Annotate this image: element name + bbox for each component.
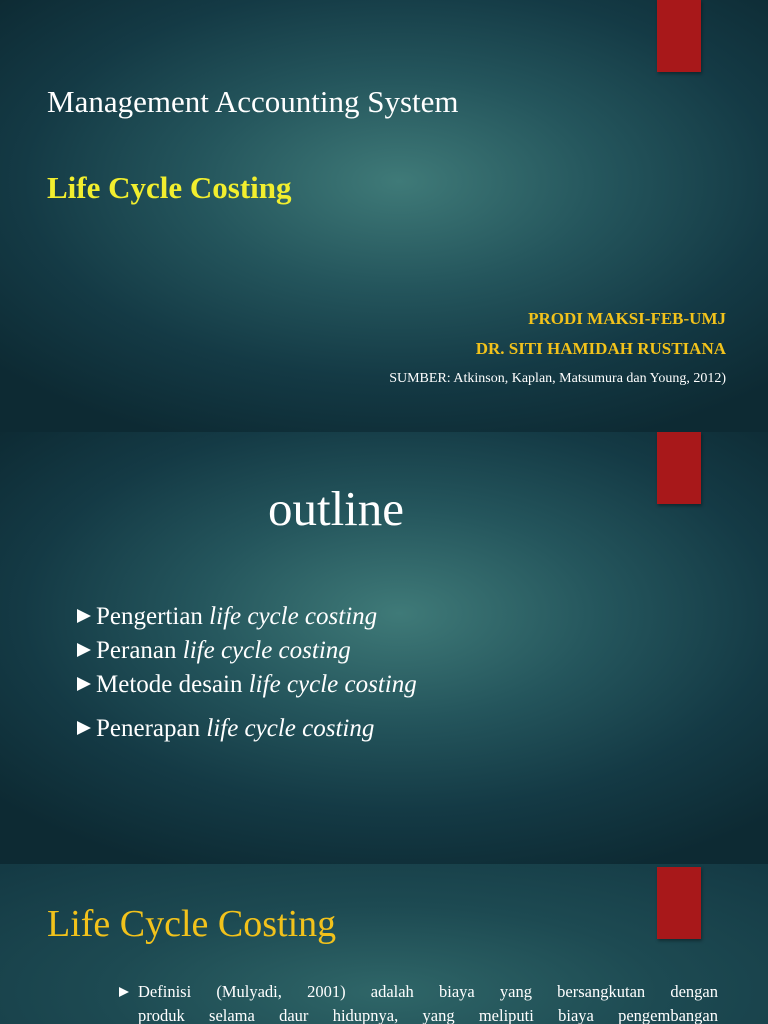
outline-item-text: Pengertian: [96, 603, 210, 630]
triangle-right-icon: [77, 643, 91, 657]
outline-item-emphasis: life cycle costing: [206, 715, 375, 742]
presentation-title: Management Accounting System: [47, 84, 459, 119]
outline-item: [76, 668, 417, 702]
outline-item-emphasis: life cycle costing: [209, 603, 378, 630]
outline-title: outline: [267, 481, 405, 536]
outline-item: [76, 712, 417, 746]
slide-title: [0, 0, 768, 432]
slide-definition: [0, 864, 768, 1024]
author-name: DR. SITI HAMIDAH RUSTIANA: [475, 339, 726, 358]
presentation-subtitle: Life Cycle Costing: [47, 170, 292, 205]
definition-paragraph: [118, 980, 718, 1024]
outline-item-text: Peranan: [96, 637, 183, 664]
triangle-right-icon: [77, 609, 91, 623]
definition-line: produk selama daur hidupnya, yang meliputi biaya pengembangan: [138, 1006, 718, 1024]
outline-list: [76, 600, 417, 746]
section-title: Life Cycle Costing: [47, 903, 337, 945]
red-accent-bar: [657, 0, 701, 72]
outline-item-emphasis: life cycle costing: [248, 671, 417, 698]
definition-line: Definisi (Mulyadi, 2001) adalah biaya yang bersangkutan dengan: [138, 982, 718, 1001]
outline-item-emphasis: life cycle costing: [182, 637, 351, 664]
outline-item: [76, 634, 417, 668]
triangle-right-icon: [77, 721, 91, 735]
slide-outline: [0, 432, 768, 864]
source-citation: SUMBER: Atkinson, Kaplan, Matsumura dan Young, 2012): [389, 371, 726, 386]
outline-item-text: Penerapan: [96, 715, 207, 742]
triangle-right-icon: [77, 677, 91, 691]
outline-item-text: Metode desain: [96, 671, 249, 698]
definition-body: [118, 980, 718, 1024]
outline-item: [76, 600, 417, 634]
red-accent-bar: [657, 867, 701, 939]
program-name: PRODI MAKSI-FEB-UMJ: [528, 309, 726, 328]
triangle-right-icon: [119, 987, 129, 997]
author-credits: [389, 304, 726, 394]
